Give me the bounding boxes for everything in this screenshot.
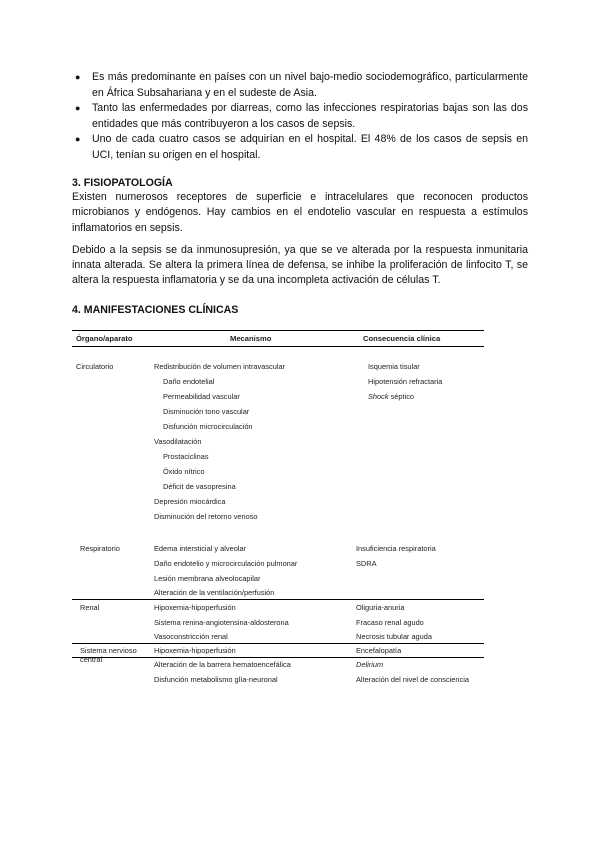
table-row — [72, 512, 484, 524]
consequence-cell: Encefalopatía — [356, 646, 402, 655]
table-row — [72, 452, 484, 464]
header-consequence: Consecuencia clínica — [363, 334, 441, 343]
section-3-title: 3. FISIOPATOLOGÍA — [72, 177, 173, 189]
mechanism-cell: Daño endotelial — [163, 377, 215, 386]
bullet-item: ● Es más predominante en países con un nivel bajo-medio sociodemográfico, particularmente en África Subsahariana y en el sudeste de Asia. — [75, 71, 528, 99]
bullet-item: ● Tanto las enfermedades por diarreas, como las infecciones respiratorias bajas son las dos entidades que más contribuyeron a los casos de sepsis. — [75, 102, 528, 130]
mechanism-cell: Déficit de vasopresina — [163, 482, 236, 491]
consequence-cell: Alteración del nivel de consciencia — [356, 675, 469, 684]
consequence-cell: SDRA — [356, 559, 377, 568]
mechanism-cell: Hipoxemia-hipoperfusión — [154, 603, 236, 612]
consequence-cell: Fracaso renal agudo — [356, 618, 424, 627]
mechanism-cell: Daño endotelio y microcirculación pulmonar — [154, 559, 298, 568]
mechanism-cell: Sistema renina-angiotensina-aldosterona — [154, 618, 289, 627]
mechanism-cell: Disminución del retorno venoso — [154, 512, 258, 521]
mechanism-cell: Edema intersticial y alveolar — [154, 544, 247, 553]
header-organ: Órgano/aparato — [76, 334, 133, 343]
section-3-paragraph-2: Debido a la sepsis se da inmunosupresión, ya que se ve alterada por la respuesta inmunitaria innata alterada. Se altera la primera línea de defensa, se inhibe la proliferación de linfocito T, se altera la respuesta inflamatoria y se da una incompleta activación de células T. — [72, 243, 528, 287]
mechanism-cell: Permeabilidad vascular — [163, 392, 240, 401]
table-row — [72, 407, 484, 419]
mechanism-cell: Óxido nítrico — [163, 467, 205, 476]
clinical-manifestations-table — [72, 330, 484, 684]
table-row — [72, 618, 484, 630]
consequence-cell: Isquemia tisular — [368, 362, 420, 371]
section-3-paragraph-1: Existen numerosos receptores de superficie e intracelulares que reconocen productos microbianos y endógenos. Hay cambios en el endotelio vascular en respuesta a estímulos inflamatorios en sepsis. — [72, 191, 528, 234]
table-row — [72, 603, 484, 615]
header-mechanism: Mecanismo — [230, 334, 272, 343]
organ-cell: Respiratorio — [80, 544, 120, 553]
consequence-cell: Shock séptico — [368, 392, 415, 401]
mechanism-cell: Alteración de la barrera hematoencefálica — [154, 660, 291, 669]
table-row — [72, 392, 484, 404]
table-header — [72, 330, 484, 347]
row-divider — [72, 643, 484, 644]
mechanism-cell: Prostaciclinas — [163, 452, 209, 461]
mechanism-cell: Vasodilatación — [154, 437, 202, 446]
consequence-cell: Hipotensión refractaria — [368, 377, 443, 386]
table-row — [72, 437, 484, 449]
table-row — [72, 467, 484, 479]
mechanism-cell: Redistribución de volumen intravascular — [154, 362, 286, 371]
table-row — [72, 422, 484, 434]
table-row — [72, 362, 484, 374]
bullet-item: ● Uno de cada cuatro casos se adquirían en el hospital. El 48% de los casos de sepsis en UCI, tenían su origen en el hospital. — [75, 133, 528, 161]
mechanism-cell: Depresión miocárdica — [154, 497, 226, 506]
table-row — [72, 482, 484, 494]
consequence-cell: Oliguria-anuria — [356, 603, 405, 612]
table-row — [72, 559, 484, 571]
table-row — [72, 675, 484, 687]
bullet-dot-icon: ● — [75, 134, 81, 144]
bullet-dot-icon: ● — [75, 72, 81, 82]
mechanism-cell: Vasoconstricción renal — [154, 632, 228, 641]
organ-cell: Circulatorio — [76, 362, 114, 371]
consequence-cell: Delirium — [356, 660, 384, 669]
row-divider — [72, 599, 484, 600]
table-row — [72, 377, 484, 389]
table-row — [72, 660, 484, 672]
row-divider — [72, 657, 484, 658]
organ-cell: Renal — [80, 603, 100, 612]
organ-cell: Sistema nervioso — [80, 646, 137, 655]
bullet-dot-icon: ● — [75, 103, 81, 113]
section-4-title: 4. MANIFESTACIONES CLÍNICAS — [72, 303, 239, 316]
consequence-cell: Insuficiencia respiratoria — [356, 544, 436, 553]
document-body — [72, 70, 528, 317]
mechanism-cell: Lesión membrana alveolocapilar — [154, 574, 261, 583]
mechanism-cell: Alteración de la ventilación/perfusión — [154, 588, 275, 597]
consequence-cell: Necrosis tubular aguda — [356, 632, 433, 641]
mechanism-cell: Hipoxemia-hipoperfusión — [154, 646, 236, 655]
mechanism-cell: Disfunción microcirculación — [163, 422, 253, 431]
table-row — [72, 497, 484, 509]
organ-cell: central — [80, 655, 103, 664]
mechanism-cell: Disfunción metabolismo glía-neuronal — [154, 675, 278, 684]
table-row — [72, 574, 484, 586]
table-row — [72, 544, 484, 556]
bullet-list — [72, 70, 528, 163]
mechanism-cell: Disminución tono vascular — [163, 407, 250, 416]
